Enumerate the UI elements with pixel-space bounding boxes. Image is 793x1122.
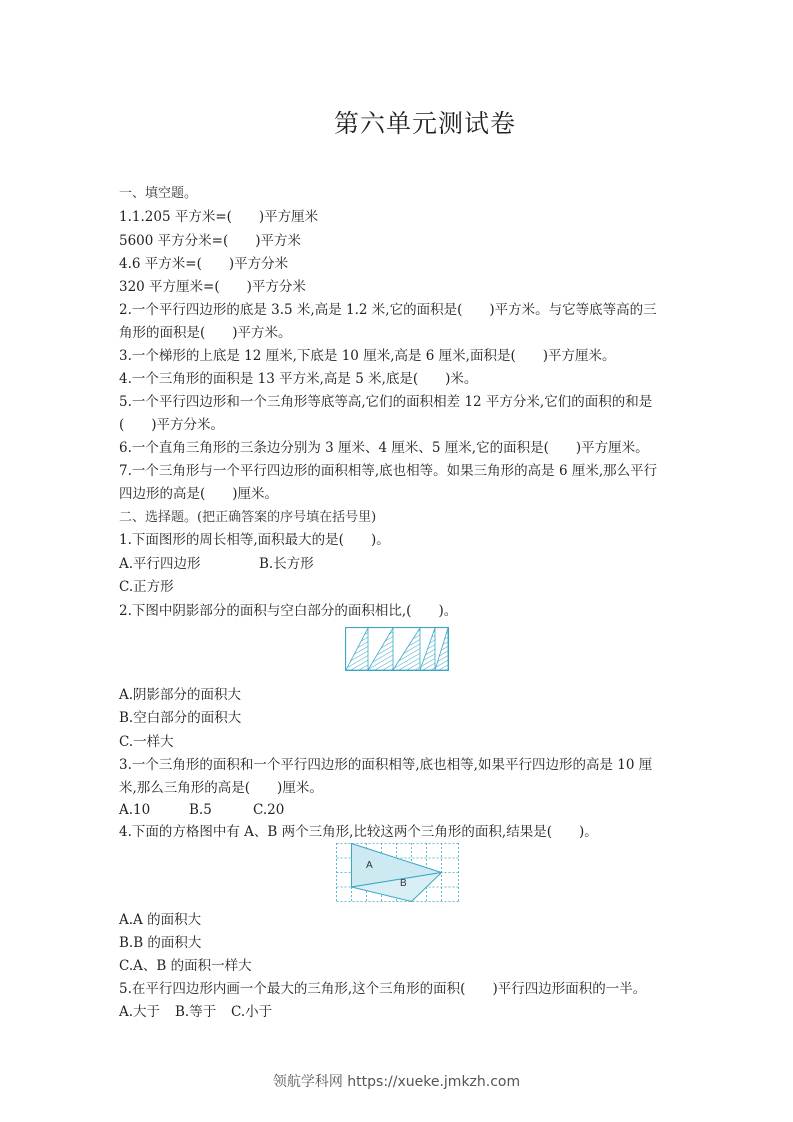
question-line: 角形的面积是( )平方米。 <box>119 325 292 341</box>
option-a: A.大于 <box>119 1004 161 1020</box>
option-row <box>119 801 284 819</box>
question-line: 3.一个三角形的面积和一个平行四边形的面积相等,底也相等,如果平行四边形的高是 10 厘 <box>119 757 653 773</box>
question-line: 米,那么三角形的高是( )厘米。 <box>119 780 323 796</box>
option-a: A.阴影部分的面积大 <box>119 687 242 703</box>
option-c: C.一样大 <box>119 734 174 750</box>
option-c: C.小于 <box>231 1004 273 1020</box>
option-b: B.等于 <box>175 1004 217 1020</box>
grid-triangles-figure <box>336 843 459 902</box>
option-a: A.A 的面积大 <box>119 912 202 928</box>
question-line: 2.一个平行四边形的底是 3.5 米,高是 1.2 米,它的面积是( )平方米。与它等底等高的三 <box>119 302 657 318</box>
option-b: B.空白部分的面积大 <box>119 710 242 726</box>
shaded-triangles-figure <box>345 627 449 671</box>
label-a: A <box>366 860 373 871</box>
section-heading-fill-blank: 一、填空题。 <box>119 186 198 201</box>
option-b: B.5 <box>189 802 212 818</box>
label-b: B <box>400 878 407 889</box>
question-line: 1.下面图形的周长相等,面积最大的是( )。 <box>119 532 390 548</box>
question-line: 7.一个三角形与一个平行四边形的面积相等,底也相等。如果三角形的高是 6 厘米,那么平行 <box>119 463 658 479</box>
question-line: 4.下面的方格图中有 A、B 两个三角形,比较这两个三角形的面积,结果是( )。 <box>119 824 598 840</box>
option-row <box>119 1003 272 1021</box>
option-row <box>119 555 314 573</box>
question-line: 1.1.205 平方米=( )平方厘米 <box>119 209 319 225</box>
option-b: B.长方形 <box>259 556 314 572</box>
question-line: 2.下图中阴影部分的面积与空白部分的面积相比,( )。 <box>119 603 458 619</box>
question-line: 320 平方厘米=( )平方分米 <box>119 279 306 295</box>
section-heading-choice: 二、选择题。(把正确答案的序号填在括号里) <box>119 510 377 525</box>
page-title: 第六单元测试卷 <box>333 109 516 138</box>
question-line: 5.在平行四边形内画一个最大的三角形,这个三角形的面积( )平行四边形面积的一半。 <box>119 981 647 997</box>
footer-watermark: 领航学科网 https://xueke.jmkzh.com <box>272 1074 521 1090</box>
question-line: 4.一个三角形的面积是 13 平方米,高是 5 米,底是( )米。 <box>119 371 478 387</box>
question-line: 5600 平方分米=( )平方米 <box>119 233 301 249</box>
question-line: 四边形的高是( )厘米。 <box>119 486 279 502</box>
option-c: C.正方形 <box>119 579 174 595</box>
question-line: 3.一个梯形的上底是 12 厘米,下底是 10 厘米,高是 6 厘米,面积是( )平方厘米。 <box>119 348 616 364</box>
option-b: B.B 的面积大 <box>119 935 202 951</box>
option-c: C.20 <box>253 802 285 818</box>
option-a: A.平行四边形 <box>119 556 201 572</box>
option-c: C.A、B 的面积一样大 <box>119 958 252 974</box>
question-line: 4.6 平方米=( )平方分米 <box>119 256 289 272</box>
question-line: ( )平方分米。 <box>119 417 225 433</box>
option-a: A.10 <box>119 802 151 818</box>
question-line: 5.一个平行四边形和一个三角形等底等高,它们的面积相差 12 平方分米,它们的面积的和是 <box>119 394 653 410</box>
question-line: 6.一个直角三角形的三条边分别为 3 厘米、4 厘米、5 厘米,它的面积是( )平方厘米。 <box>119 440 649 456</box>
